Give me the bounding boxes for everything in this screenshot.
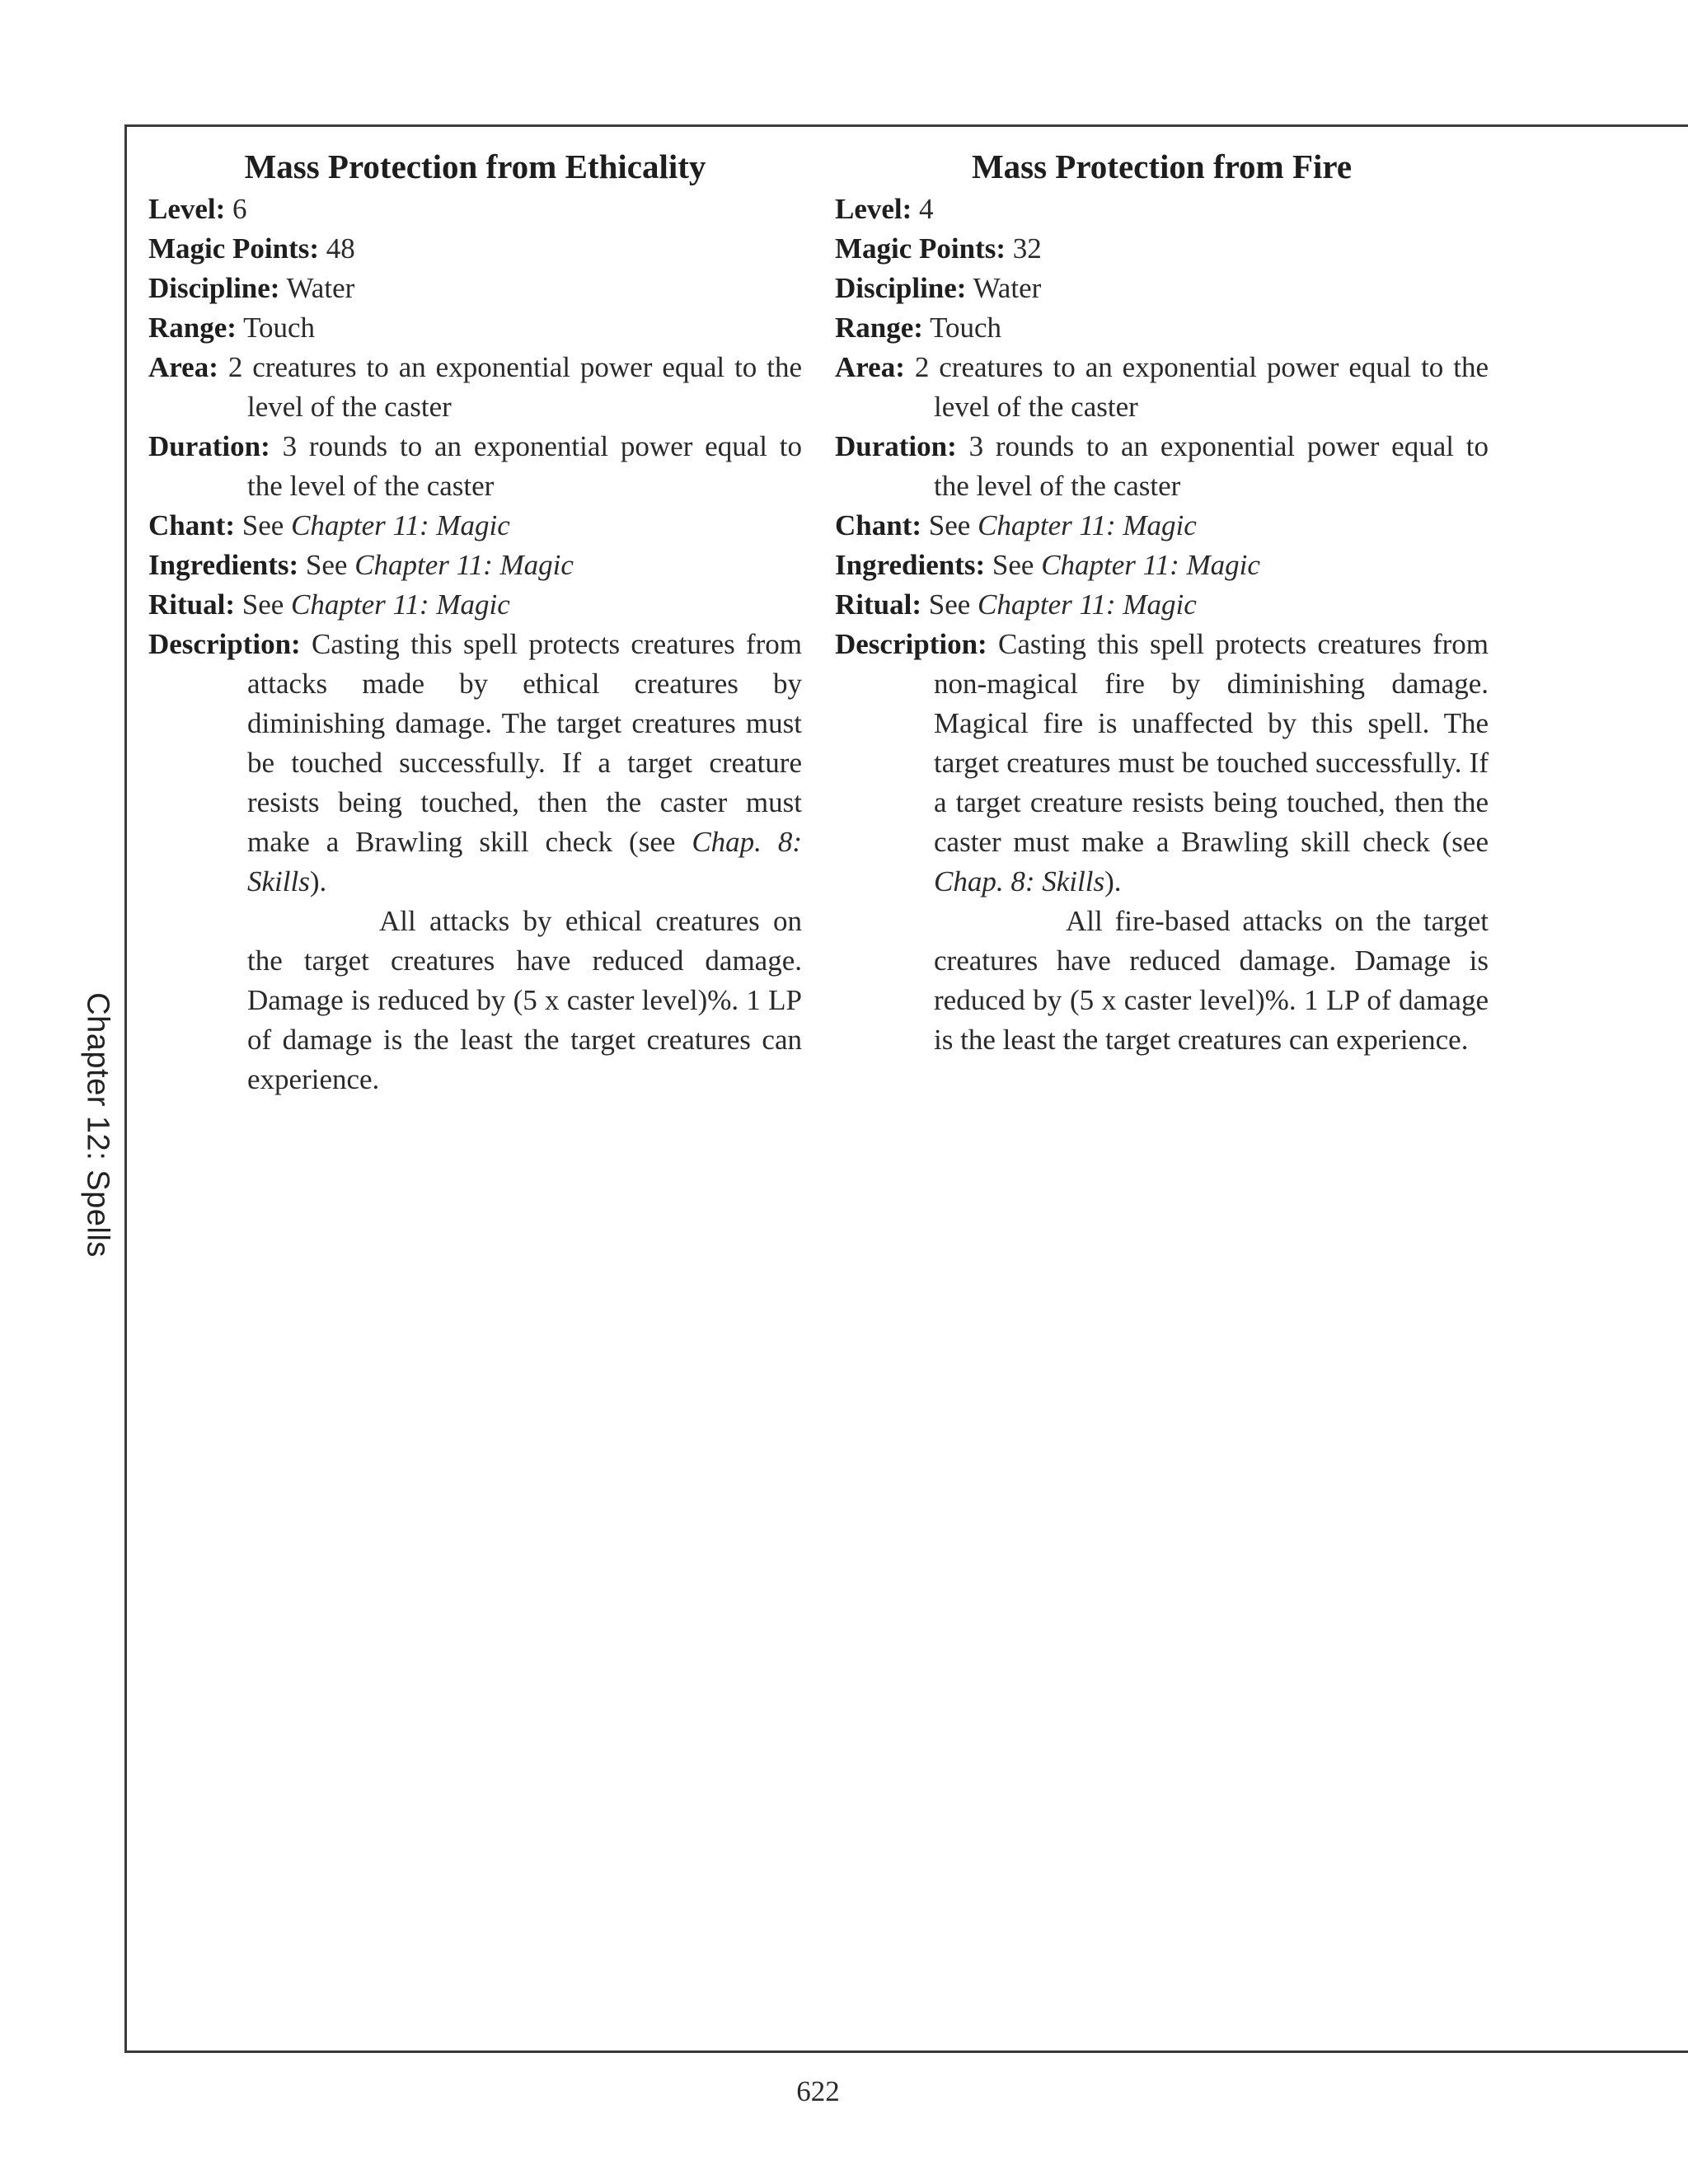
description-text: Casting this spell protects creatures from non-magical fire by diminishing damage. Magical fire is unaffected by this spell. The target creatures must be touched successfully. If a target creature resists being touched, then the caster must make a Brawling skill check (see — [934, 628, 1489, 858]
ritual-prefix: See — [241, 588, 284, 621]
description-reference: Chap. 8: Skills — [247, 826, 802, 898]
spell-title: Mass Protection from Fire — [971, 148, 1353, 185]
level-label: Level: — [835, 193, 912, 225]
ritual-reference: Chapter 11: Magic — [978, 588, 1197, 621]
range-label: Range: — [148, 312, 237, 344]
range-value: Touch — [243, 312, 316, 344]
chant-field — [148, 506, 802, 546]
description-label: Description: — [148, 628, 301, 660]
ritual-reference: Chapter 11: Magic — [291, 588, 510, 621]
discipline-label: Discipline: — [148, 272, 280, 304]
discipline-label: Discipline: — [835, 272, 967, 304]
description-reference: Chap. 8: Skills — [934, 865, 1105, 898]
ritual-field — [148, 585, 802, 625]
duration-value: 3 rounds to an exponential power equal to the level of the caster — [934, 430, 1489, 502]
duration-label: Duration: — [835, 430, 957, 462]
chant-field — [835, 506, 1489, 546]
ingredients-field — [148, 546, 802, 585]
discipline-value: Water — [973, 272, 1042, 304]
magic-points-label: Magic Points: — [835, 232, 1006, 265]
chant-prefix: See — [928, 509, 971, 541]
duration-field — [148, 427, 802, 506]
area-label: Area: — [148, 351, 218, 383]
chapter-side-label: Chapter 12: Spells — [80, 992, 115, 1258]
magic-points-value: 32 — [1012, 232, 1042, 265]
area-field — [835, 348, 1489, 427]
discipline-value: Water — [286, 272, 355, 304]
chant-reference: Chapter 11: Magic — [978, 509, 1197, 541]
ingredients-reference: Chapter 11: Magic — [354, 549, 574, 581]
range-label: Range: — [835, 312, 923, 344]
range-field — [148, 308, 802, 348]
duration-field — [835, 427, 1489, 506]
chant-reference: Chapter 11: Magic — [291, 509, 510, 541]
duration-value: 3 rounds to an exponential power equal to the level of the caster — [247, 430, 803, 502]
discipline-field — [835, 269, 1489, 308]
description-field — [148, 625, 802, 902]
magic-points-label: Magic Points: — [148, 232, 320, 265]
level-label: Level: — [148, 193, 226, 225]
spell-title: Mass Protection from Ethicality — [244, 148, 706, 185]
description-text-end: ). — [1104, 865, 1122, 898]
ingredients-label: Ingredients: — [148, 549, 299, 581]
duration-label: Duration: — [148, 430, 270, 462]
ingredients-reference: Chapter 11: Magic — [1041, 549, 1260, 581]
discipline-field — [148, 269, 802, 308]
area-label: Area: — [835, 351, 905, 383]
level-value: 6 — [232, 193, 247, 225]
description-field — [835, 625, 1489, 902]
magic-points-value: 48 — [326, 232, 355, 265]
ritual-prefix: See — [928, 588, 971, 621]
description-paragraph: All fire-based attacks on the target creatures have reduced damage. Damage is reduced by (5 x caster level)%. 1 LP of damage is the least the target creatures can experience. — [934, 905, 1489, 1056]
range-field — [835, 308, 1489, 348]
description-text: Casting this spell protects creatures from attacks made by ethical creatures by diminishing damage. The target creatures must be touched successfully. If a target creature resists being touched, then the caster must make a Brawling skill check (see — [247, 628, 803, 858]
ritual-field — [835, 585, 1489, 625]
description-paragraph: All attacks by ethical creatures on the target creatures have reduced damage. Damage is reduced by (5 x caster level)%. 1 LP of damage is the least the target creatures can experience. — [247, 905, 802, 1095]
magic-points-field — [835, 229, 1489, 269]
spell-entry-left — [148, 145, 802, 1099]
area-value: 2 creatures to an exponential power equal to the level of the caster — [227, 351, 802, 423]
ingredients-prefix: See — [992, 549, 1034, 581]
magic-points-field — [148, 229, 802, 269]
ritual-label: Ritual: — [835, 588, 921, 621]
ingredients-field — [835, 546, 1489, 585]
area-field — [148, 348, 802, 427]
level-value: 4 — [919, 193, 934, 225]
description-text-end: ). — [309, 865, 327, 898]
page-number: 622 — [796, 2075, 840, 2107]
ingredients-label: Ingredients: — [835, 549, 986, 581]
spell-entry-right — [835, 145, 1489, 1060]
level-field — [148, 190, 802, 229]
ritual-label: Ritual: — [148, 588, 235, 621]
area-value: 2 creatures to an exponential power equal to the level of the caster — [914, 351, 1489, 423]
description-label: Description: — [835, 628, 987, 660]
range-value: Touch — [930, 312, 1002, 344]
chant-label: Chant: — [835, 509, 922, 541]
chant-prefix: See — [241, 509, 284, 541]
ingredients-prefix: See — [305, 549, 348, 581]
level-field — [835, 190, 1489, 229]
chant-label: Chant: — [148, 509, 236, 541]
